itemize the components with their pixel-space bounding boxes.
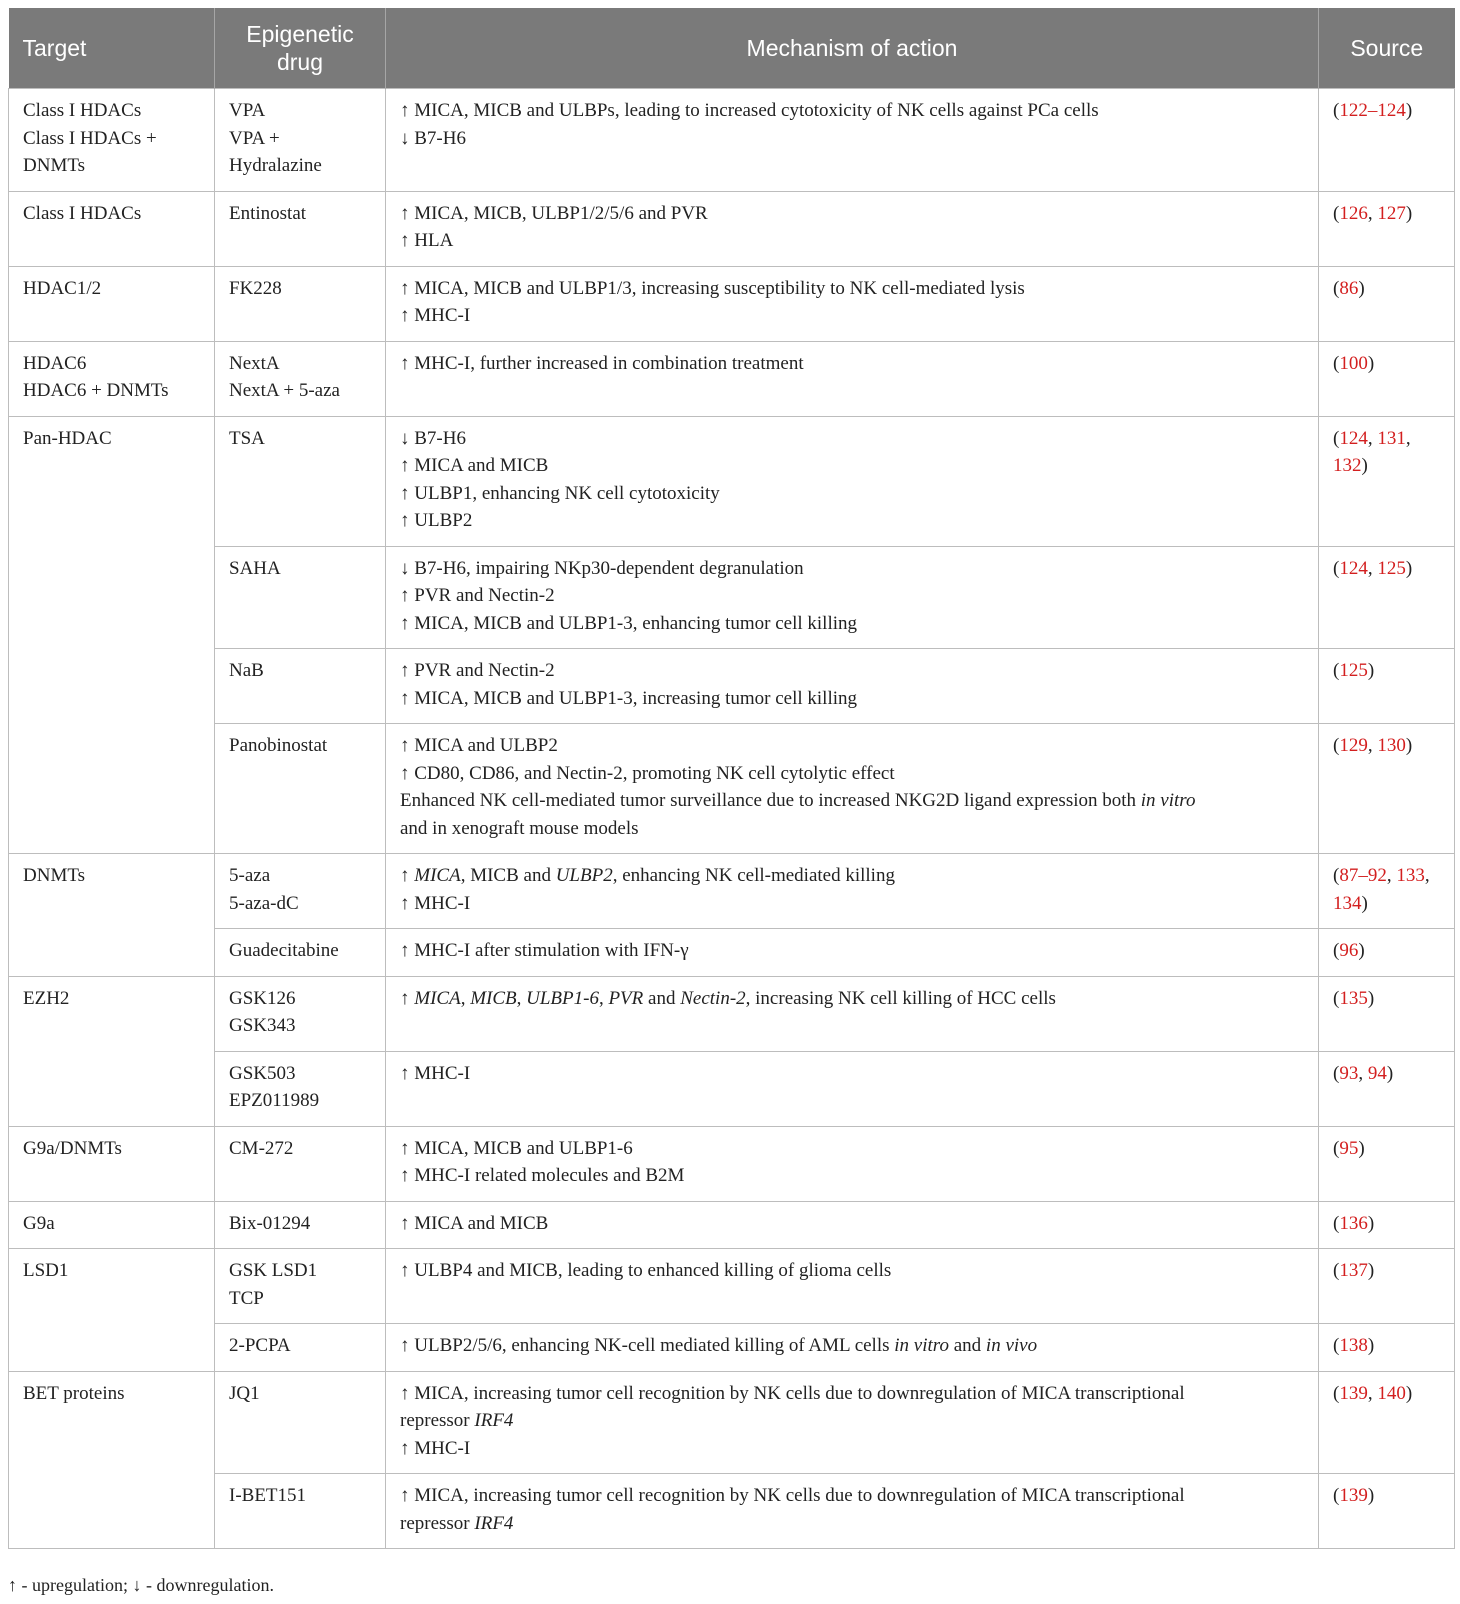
mechanism-line: ↑ MICA, MICB, ULBP1-6, PVR and Nectin-2, increasing NK cell killing of HCC cells <box>400 987 1056 1009</box>
target-line: DNMTs <box>23 865 86 886</box>
drug-cell <box>215 191 386 266</box>
table-row <box>9 976 1455 1051</box>
drug-line: TSA <box>229 427 265 449</box>
source-cell: (136) <box>1319 1201 1455 1249</box>
drug-line: Guadecitabine <box>229 940 339 961</box>
target-cell <box>9 266 215 341</box>
drug-cell <box>215 89 386 192</box>
table-row <box>9 191 1455 266</box>
source-cell: (100) <box>1319 341 1455 416</box>
mechanism-line: ↑ MHC-I <box>400 305 471 326</box>
drug-cell <box>215 546 386 649</box>
mechanism-line: ↑ MICA, increasing tumor cell recognition by NK cells due to downregulation of MICA transcriptional <box>400 1485 1185 1506</box>
table-row <box>9 341 1455 416</box>
target-cell <box>9 1201 215 1249</box>
table-row <box>9 1126 1455 1201</box>
table-row <box>9 89 1455 192</box>
target-line: G9a/DNMTs <box>23 1137 122 1159</box>
table-row <box>9 1474 1455 1549</box>
drug-line: NaB <box>229 660 264 681</box>
mechanism-cell <box>386 724 1319 854</box>
drug-line: Hydralazine <box>229 155 322 176</box>
mechanism-line: ↑ MHC-I, further increased in combination treatment <box>400 352 804 374</box>
drug-line: EPZ011989 <box>229 1090 320 1111</box>
drug-cell <box>215 929 386 977</box>
mechanism-cell <box>386 649 1319 724</box>
drug-cell <box>215 976 386 1051</box>
mechanism-line: ↑ MICA, MICB and ULBP1-3, enhancing tumor cell killing <box>400 612 858 634</box>
drug-line: Panobinostat <box>229 735 328 756</box>
source-cell: (124, 131, 132) <box>1319 416 1455 546</box>
footnote: ↑ - upregulation; ↓ - downregulation. <box>8 1575 274 1595</box>
mechanism-line: Enhanced NK cell-mediated tumor surveillance due to increased NKG2D ligand expression both in vitro <box>400 790 1196 811</box>
drug-line: SAHA <box>229 557 281 579</box>
drug-line: VPA <box>229 100 266 121</box>
drug-line: JQ1 <box>229 1382 260 1404</box>
drug-cell <box>215 1126 386 1201</box>
source-cell: (93, 94) <box>1319 1051 1455 1126</box>
table-row <box>9 1051 1455 1126</box>
table-row <box>9 929 1455 977</box>
drug-cell <box>215 724 386 854</box>
table-row <box>9 416 1455 546</box>
source-cell: (96) <box>1319 929 1455 977</box>
mechanism-line: ↑ MHC-I <box>400 1437 471 1459</box>
header-source: Source <box>1319 8 1455 89</box>
drug-cell <box>215 649 386 724</box>
mechanism-line: ↑ PVR and Nectin-2 <box>400 585 555 606</box>
table-row <box>9 1249 1455 1324</box>
mechanism-line: repressor IRF4 <box>400 1410 514 1431</box>
drug-line: 5-aza-dC <box>229 892 299 914</box>
target-line: Pan-HDAC <box>23 427 112 449</box>
mechanism-line: ↑ MICA, MICB and ULBP1-3, increasing tumor cell killing <box>400 687 858 709</box>
mechanism-line: ↓ B7-H6 <box>400 127 466 149</box>
drug-cell <box>215 1371 386 1474</box>
target-cell <box>9 854 215 977</box>
target-line: G9a <box>23 1212 55 1234</box>
mechanism-cell <box>386 1371 1319 1474</box>
drug-cell <box>215 1201 386 1249</box>
drug-cell <box>215 1474 386 1549</box>
table-row <box>9 854 1455 929</box>
mechanism-line: ↑ MICA, MICB and ULBP2, enhancing NK cell-mediated killing <box>400 865 895 886</box>
mechanism-cell <box>386 1324 1319 1372</box>
target-line: Class I HDACs <box>23 100 142 121</box>
source-cell: (122–124) <box>1319 89 1455 192</box>
mechanism-cell <box>386 976 1319 1051</box>
mechanism-line: ↑ ULBP1, enhancing NK cell cytotoxicity <box>400 482 720 504</box>
target-cell <box>9 1126 215 1201</box>
mechanism-line: and in xenograft mouse models <box>400 817 639 839</box>
drug-line: GSK343 <box>229 1015 296 1036</box>
mechanism-cell <box>386 341 1319 416</box>
table-wrapper <box>8 8 1454 1549</box>
mechanism-line: ↑ MHC-I <box>400 892 471 914</box>
mechanism-cell <box>386 1126 1319 1201</box>
mechanism-line: ↑ MICA and MICB <box>400 1212 549 1234</box>
drug-line: 2-PCPA <box>229 1335 291 1356</box>
mechanism-line: ↓ B7-H6 <box>400 427 466 449</box>
drug-line: I-BET151 <box>229 1485 307 1506</box>
drug-cell <box>215 416 386 546</box>
source-cell: (138) <box>1319 1324 1455 1372</box>
source-cell: (126, 127) <box>1319 191 1455 266</box>
source-cell: (125) <box>1319 649 1455 724</box>
drug-cell <box>215 266 386 341</box>
mechanism-line: ↑ MICA, MICB and ULBP1-6 <box>400 1137 633 1159</box>
drug-line: NextA <box>229 352 280 374</box>
table-row <box>9 1324 1455 1372</box>
drug-line: FK228 <box>229 277 282 299</box>
drug-line: GSK126 <box>229 987 296 1009</box>
mechanism-line: ↑ ULBP2 <box>400 510 473 531</box>
target-line: Class I HDACs + <box>23 127 157 149</box>
drug-line: CM-272 <box>229 1137 294 1159</box>
mechanism-line: ↑ MICA and ULBP2 <box>400 735 558 756</box>
table-row <box>9 546 1455 649</box>
table-row <box>9 649 1455 724</box>
target-cell <box>9 976 215 1126</box>
source-cell: (86) <box>1319 266 1455 341</box>
target-cell <box>9 1249 215 1372</box>
mechanism-line: ↑ MICA, MICB and ULBP1/3, increasing susceptibility to NK cell-mediated lysis <box>400 277 1025 299</box>
mechanism-cell <box>386 1201 1319 1249</box>
drug-line: Entinostat <box>229 202 307 224</box>
drug-line: Bix-01294 <box>229 1212 311 1234</box>
mechanism-line: ↑ PVR and Nectin-2 <box>400 660 555 681</box>
target-line: HDAC6 + DNMTs <box>23 380 169 401</box>
drug-cell <box>215 341 386 416</box>
target-line: LSD1 <box>23 1260 69 1281</box>
mechanism-line: ↑ MHC-I <box>400 1062 471 1084</box>
mechanism-line: ↑ HLA <box>400 230 454 251</box>
table-row <box>9 1201 1455 1249</box>
mechanism-line: ↑ ULBP4 and MICB, leading to enhanced killing of glioma cells <box>400 1260 892 1281</box>
header-mechanism: Mechanism of action <box>386 8 1319 89</box>
target-cell <box>9 1371 215 1549</box>
table-row <box>9 266 1455 341</box>
epigenetic-drug-table <box>8 8 1455 1549</box>
target-cell <box>9 416 215 854</box>
mechanism-line: ↑ MICA, increasing tumor cell recognition by NK cells due to downregulation of MICA transcriptional <box>400 1382 1185 1404</box>
source-cell: (87–92, 133, 134) <box>1319 854 1455 929</box>
target-line: Class I HDACs <box>23 202 142 224</box>
mechanism-line: ↑ CD80, CD86, and Nectin-2, promoting NK cell cytolytic effect <box>400 762 895 784</box>
mechanism-line: ↑ MHC-I after stimulation with IFN-γ <box>400 940 689 961</box>
drug-line: GSK LSD1 <box>229 1260 318 1281</box>
drug-line: TCP <box>229 1287 264 1309</box>
mechanism-cell <box>386 1249 1319 1324</box>
drug-cell <box>215 1249 386 1324</box>
mechanism-cell <box>386 416 1319 546</box>
source-cell: (137) <box>1319 1249 1455 1324</box>
mechanism-cell <box>386 191 1319 266</box>
drug-cell <box>215 1051 386 1126</box>
drug-line: VPA + <box>229 127 280 149</box>
mechanism-cell <box>386 266 1319 341</box>
source-cell: (139, 140) <box>1319 1371 1455 1474</box>
mechanism-line: ↓ B7-H6, impairing NKp30-dependent degranulation <box>400 557 804 579</box>
mechanism-cell <box>386 929 1319 977</box>
target-line: HDAC6 <box>23 352 87 374</box>
mechanism-line: ↑ MICA, MICB and ULBPs, leading to increased cytotoxicity of NK cells against PCa cells <box>400 100 1099 121</box>
source-cell: (124, 125) <box>1319 546 1455 649</box>
mechanism-line: ↑ MICA and MICB <box>400 455 549 476</box>
mechanism-line: repressor IRF4 <box>400 1512 514 1534</box>
source-cell: (139) <box>1319 1474 1455 1549</box>
mechanism-cell <box>386 854 1319 929</box>
target-line: EZH2 <box>23 987 70 1009</box>
mechanism-line: ↑ MHC-I related molecules and B2M <box>400 1165 685 1186</box>
drug-line: NextA + 5-aza <box>229 380 340 401</box>
drug-cell <box>215 854 386 929</box>
table-body <box>9 89 1455 1549</box>
mechanism-cell <box>386 546 1319 649</box>
target-cell <box>9 341 215 416</box>
mechanism-cell <box>386 1474 1319 1549</box>
target-cell <box>9 191 215 266</box>
header-row <box>9 8 1455 89</box>
table-row <box>9 724 1455 854</box>
header-target: Target <box>9 8 215 89</box>
source-cell: (129, 130) <box>1319 724 1455 854</box>
mechanism-line: ↑ ULBP2/5/6, enhancing NK-cell mediated killing of AML cells in vitro and in vivo <box>400 1335 1038 1356</box>
source-cell: (135) <box>1319 976 1455 1051</box>
drug-line: GSK503 <box>229 1062 296 1084</box>
table-row <box>9 1371 1455 1474</box>
mechanism-cell <box>386 89 1319 192</box>
target-cell <box>9 89 215 192</box>
drug-cell <box>215 1324 386 1372</box>
mechanism-cell <box>386 1051 1319 1126</box>
drug-line: 5-aza <box>229 865 271 886</box>
target-line: DNMTs <box>23 155 86 176</box>
header-epigenetic-drug: Epigenetic drug <box>215 8 386 89</box>
target-line: BET proteins <box>23 1382 125 1404</box>
source-cell: (95) <box>1319 1126 1455 1201</box>
mechanism-line: ↑ MICA, MICB, ULBP1/2/5/6 and PVR <box>400 202 708 224</box>
target-line: HDAC1/2 <box>23 277 102 299</box>
